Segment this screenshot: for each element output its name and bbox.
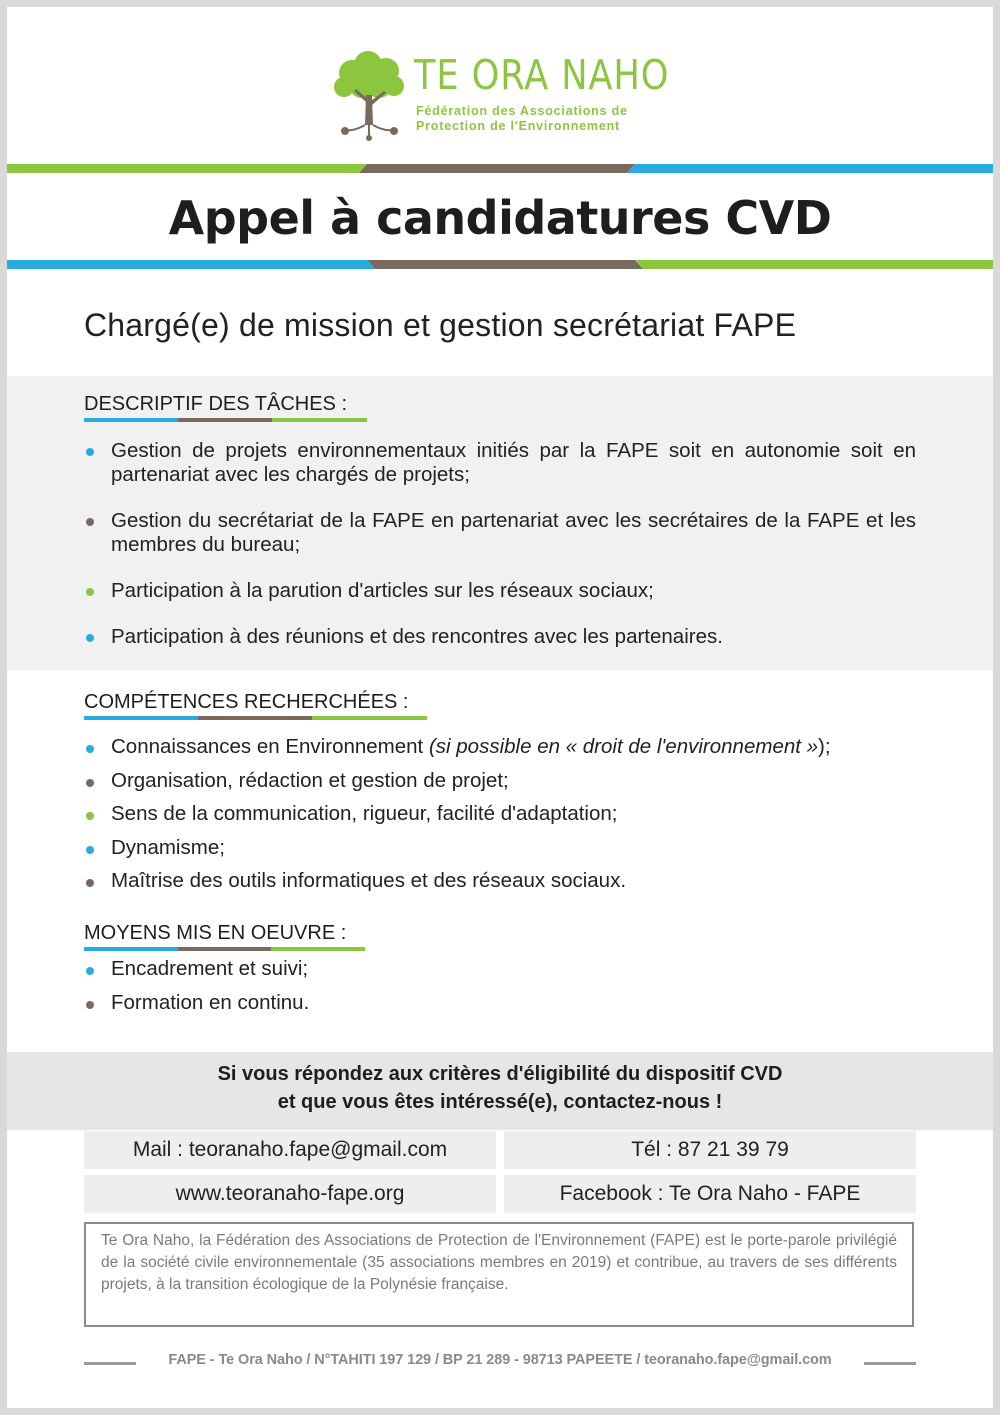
top-color-bar [7, 164, 993, 173]
job-title: Chargé(e) de mission et gestion secrétariat FAPE [84, 307, 797, 343]
logo-subtitle [416, 104, 628, 134]
list-item: Encadrement et suivi; [84, 957, 916, 981]
bullet-dot [86, 879, 94, 887]
bullet-dot [86, 745, 94, 753]
bullet-dot [86, 634, 94, 642]
means-heading-underline [84, 947, 365, 951]
flyer-page [7, 7, 993, 1408]
bullet-dot [86, 779, 94, 787]
tasks-list [84, 439, 916, 671]
page-title: Appel à candidatures CVD [168, 191, 832, 245]
skills-note: (si possible en « droit de l'environnement » [428, 735, 819, 758]
logo-name: TE ORA NAHO [414, 51, 670, 99]
list-item: Participation à des réunions et des rencontres avec les partenaires. [84, 625, 916, 649]
logo [332, 51, 692, 141]
cta-line1: Si vous répondez aux critères d'éligibilité du dispositif CVD [217, 1063, 783, 1085]
bottom-color-bar [7, 260, 993, 269]
phone-contact[interactable]: Tél : 87 21 39 79 [504, 1131, 916, 1169]
tree-logo-icon [332, 51, 407, 141]
footer-text: FAPE - Te Ora Naho / N°TAHITI 197 129 / BP 21 289 - 98713 PAPEETE / teoranaho.fape@gmail.com [168, 1352, 832, 1368]
bullet-dot [86, 588, 94, 596]
footer-line-right [864, 1362, 916, 1365]
list-item: Gestion du secrétariat de la FAPE en partenariat avec les secrétaires de la FAPE et les membres du bureau; [84, 509, 916, 557]
list-item: Organisation, rédaction et gestion de projet; [84, 769, 916, 793]
list-item: Participation à la parution d'articles sur les réseaux sociaux; [84, 579, 916, 603]
bullet-dot [86, 846, 94, 854]
list-item: Dynamisme; [84, 836, 916, 860]
list-item: Maîtrise des outils informatiques et des réseaux sociaux. [84, 869, 916, 893]
tasks-heading-underline [84, 418, 367, 422]
skills-heading-underline [84, 716, 427, 720]
bullet-dot [86, 1001, 94, 1009]
list-item: Formation en continu. [84, 991, 916, 1015]
list-item: Sens de la communication, rigueur, facilité d'adaptation; [84, 802, 916, 826]
logo-subtitle-line1: Fédération des Associations de [416, 104, 628, 118]
skills-list [84, 735, 916, 903]
call-to-action [7, 1052, 993, 1130]
bullet-dot [86, 518, 94, 526]
cta-line2: et que vous êtes intéressé(e), contactez-nous ! [277, 1091, 723, 1113]
list-item: Connaissances en Environnement (si possible en « droit de l'environnement »); [84, 735, 916, 759]
means-heading: MOYENS MIS EN OEUVRE : [84, 922, 347, 944]
bullet-dot [86, 448, 94, 456]
logo-subtitle-line2: Protection de l'Environnement [416, 119, 620, 133]
means-list [84, 957, 916, 1024]
about-box: Te Ora Naho, la Fédération des Associations de Protection de l'Environnement (FAPE) est le porte-parole privilégié de la société civile environnementale (35 associations membres en 2019) et contribue, au travers de ses différents projets, à la transition écologique de la Polynésie française. [84, 1222, 914, 1327]
bullet-dot [86, 812, 94, 820]
mail-contact[interactable]: Mail : teoranaho.fape@gmail.com [84, 1131, 496, 1169]
tasks-heading: DESCRIPTIF DES TÂCHES : [84, 393, 348, 415]
bullet-dot [86, 967, 94, 975]
skills-heading: COMPÉTENCES RECHERCHÉES : [84, 691, 409, 713]
list-item: Gestion de projets environnementaux initiés par la FAPE soit en autonomie soit en partenariat avec les chargés de projets; [84, 439, 916, 487]
website-link[interactable]: www.teoranaho-fape.org [84, 1175, 496, 1213]
facebook-link[interactable]: Facebook : Te Ora Naho - FAPE [504, 1175, 916, 1213]
